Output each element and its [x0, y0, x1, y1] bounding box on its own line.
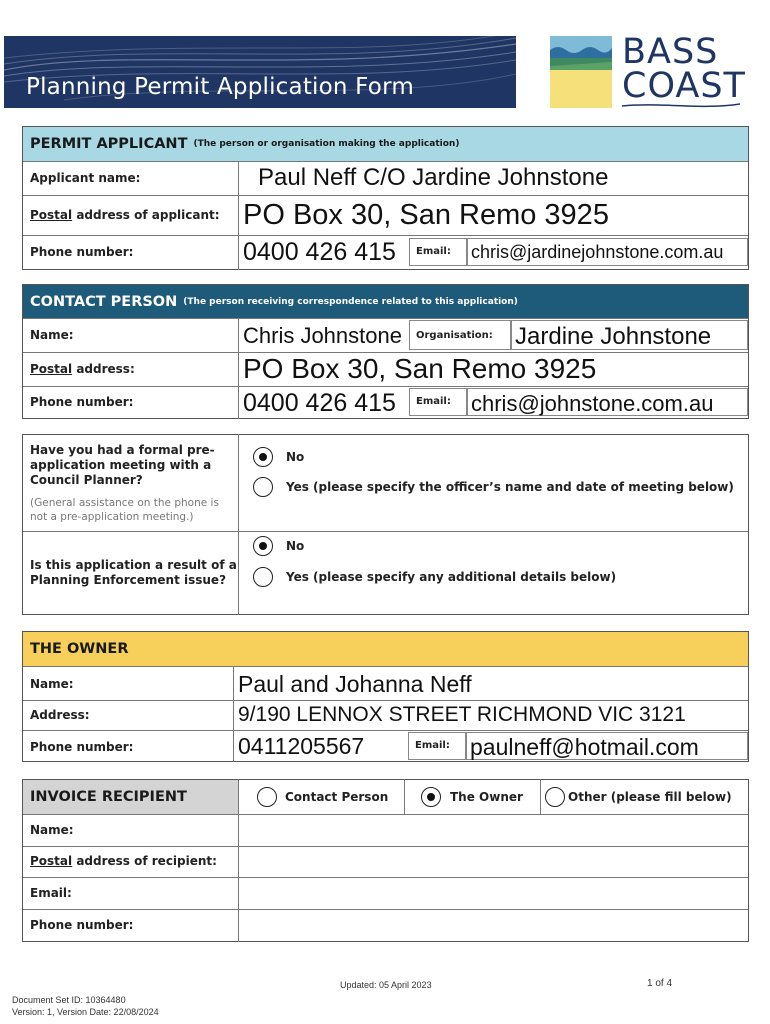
invoice-postal-label: Postal address of recipient:	[30, 854, 217, 868]
applicant-phone-label: Phone number:	[30, 245, 134, 259]
page-number: 1 of 4	[647, 978, 673, 989]
contact-postal-label: Postal address:	[30, 362, 135, 376]
contact-email-value: chris@johnstone.com.au	[471, 391, 714, 416]
invoice-name-field[interactable]	[239, 815, 748, 846]
contact-name-value[interactable]: Chris Johnstone	[243, 323, 402, 348]
contact-org-label: Organisation:	[416, 330, 493, 341]
applicant-name-value[interactable]: Paul Neff C/O Jardine Johnstone	[258, 164, 609, 191]
invoice-email-field[interactable]	[239, 878, 748, 909]
owner-header	[23, 632, 748, 666]
owner-title: THE OWNER	[30, 641, 129, 657]
invoice-name-label: Name:	[30, 823, 74, 837]
owner-address-label: Address:	[30, 708, 90, 722]
q1-prompt: Have you had a formal pre- application meeting with a Council Planner?	[30, 443, 215, 487]
version-info: Version: 1, Version Date: 22/08/2024	[12, 1007, 159, 1017]
contact-phone-label: Phone number:	[30, 395, 134, 409]
q2-prompt: Is this application a result of a Planning Enforcement issue?	[30, 558, 237, 587]
owner-email-value: paulneff@hotmail.com	[470, 734, 699, 760]
contact-email-label-cell	[409, 388, 467, 416]
invoice-title: INVOICE RECIPIENT	[30, 789, 187, 805]
logo-text-line1: BASS	[622, 32, 719, 72]
contact-org-label-cell	[409, 320, 511, 350]
logo-text-line2: COAST	[622, 66, 746, 106]
permit-applicant-title: PERMIT APPLICANT	[30, 136, 188, 152]
contact-email-label: Email:	[416, 396, 451, 407]
document-set-id: Document Set ID: 10364480	[12, 995, 126, 1005]
applicant-email-label-cell	[409, 238, 467, 266]
owner-email-label-cell	[408, 732, 466, 760]
contact-org-field[interactable]	[511, 320, 748, 350]
q1-no-radio[interactable]	[253, 447, 273, 467]
invoice-other-label: Other (please fill below)	[568, 790, 732, 804]
q1-no-label: No	[286, 450, 305, 464]
q1-yes-radio[interactable]	[253, 477, 273, 497]
permit-applicant-header	[23, 127, 748, 161]
contact-postal-value[interactable]: PO Box 30, San Remo 3925	[243, 353, 597, 384]
q2-no-label: No	[286, 539, 305, 553]
invoice-owner-radio[interactable]	[421, 787, 441, 807]
logo-swoosh	[622, 102, 740, 110]
title-banner	[4, 36, 516, 108]
applicant-phone-value[interactable]: 0400 426 415	[243, 238, 396, 266]
applicant-email-value: chris@jardinejohnstone.com.au	[471, 242, 724, 262]
invoice-phone-label: Phone number:	[30, 918, 134, 932]
owner-phone-value[interactable]: 0411205567	[238, 733, 365, 759]
invoice-other-radio[interactable]	[545, 787, 565, 807]
contact-org-value: Jardine Johnstone	[515, 323, 712, 350]
permit-applicant-subtitle: (The person or organisation making the application)	[193, 139, 460, 149]
invoice-email-label: Email:	[30, 886, 72, 900]
applicant-postal-value[interactable]: PO Box 30, San Remo 3925	[243, 199, 609, 231]
contact-phone-value[interactable]: 0400 426 415	[243, 389, 396, 417]
owner-name-label: Name:	[30, 677, 74, 691]
logo-mark	[550, 36, 612, 108]
updated-date: Updated: 05 April 2023	[340, 980, 432, 990]
owner-address-value[interactable]: 9/190 LENNOX STREET RICHMOND VIC 3121	[238, 703, 686, 726]
applicant-name-label: Applicant name:	[30, 171, 141, 185]
applicant-email-label: Email:	[416, 246, 451, 257]
q2-yes-label: Yes (please specify any additional details below)	[286, 570, 617, 584]
owner-phone-label: Phone number:	[30, 740, 134, 754]
contact-person-header	[23, 285, 748, 318]
page-title: Planning Permit Application Form	[26, 74, 414, 100]
q2-no-radio[interactable]	[253, 536, 273, 556]
applicant-email-field[interactable]	[467, 238, 748, 266]
owner-email-label: Email:	[415, 740, 450, 751]
contact-name-label: Name:	[30, 328, 74, 342]
q1-note: (General assistance on the phone is not a pre-application meeting.)	[30, 497, 219, 523]
contact-email-field[interactable]	[467, 388, 748, 416]
invoice-header	[23, 780, 238, 814]
invoice-contact-radio[interactable]	[257, 787, 277, 807]
invoice-contact-label: Contact Person	[285, 790, 389, 804]
q1-yes-label: Yes (please specify the officer’s name and date of meeting below)	[286, 480, 734, 494]
contact-person-subtitle: (The person receiving correspondence related to this application)	[183, 296, 518, 307]
bass-coast-logo	[550, 32, 746, 110]
contact-person-title: CONTACT PERSON	[30, 293, 178, 310]
invoice-phone-field[interactable]	[239, 910, 748, 941]
invoice-owner-label: The Owner	[450, 790, 523, 804]
owner-email-field[interactable]	[466, 732, 748, 760]
q2-yes-radio[interactable]	[253, 567, 273, 587]
owner-name-value[interactable]: Paul and Johanna Neff	[238, 671, 472, 697]
invoice-postal-field[interactable]	[239, 847, 748, 877]
applicant-postal-label: Postal address of applicant:	[30, 208, 220, 222]
